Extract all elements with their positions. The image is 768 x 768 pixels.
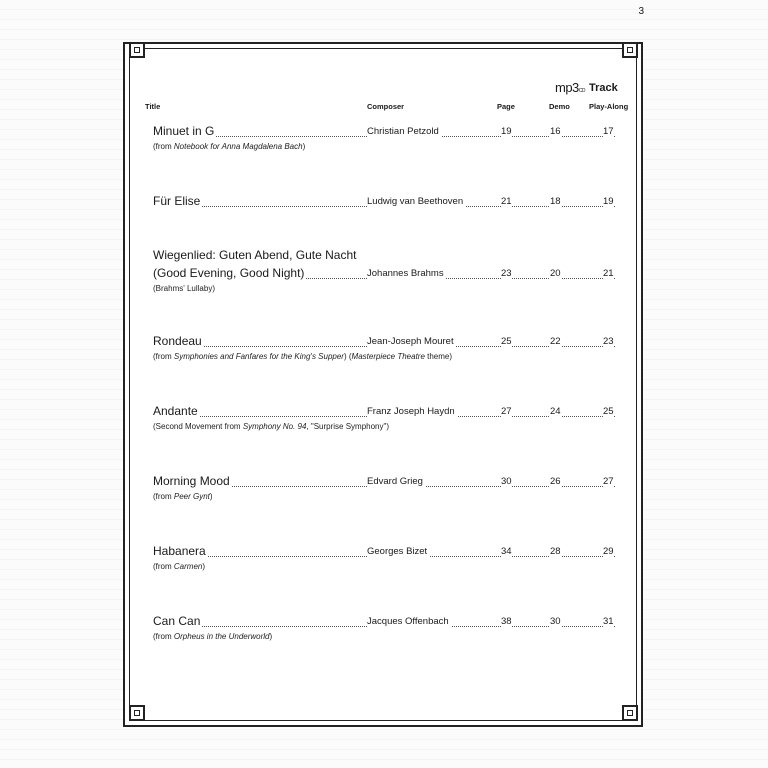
entry-page: 19 xyxy=(501,126,512,137)
entry-subtitle: (Brahms' Lullaby) xyxy=(153,284,215,293)
entry-page: 25 xyxy=(501,336,512,347)
entry-page: 30 xyxy=(501,476,512,487)
contents-entry xyxy=(153,192,615,212)
contents-entry xyxy=(153,612,615,641)
column-header-demo: Demo xyxy=(549,102,570,111)
contents-entry xyxy=(153,122,615,151)
entry-play-along-track: 21 xyxy=(603,268,614,279)
entry-subtitle: (Second Movement from Symphony No. 94, "Surprise Symphony") xyxy=(153,422,390,431)
entry-play-along-track: 27 xyxy=(603,476,614,487)
entry-composer: Johannes Brahms xyxy=(367,268,444,279)
entry-title: Andante xyxy=(153,404,198,418)
entry-play-along-track: 23 xyxy=(603,336,614,347)
entry-composer: Jacques Offenbach xyxy=(367,616,449,627)
column-header-title: Title xyxy=(145,102,161,111)
entry-title: Minuet in G xyxy=(153,124,215,138)
mp3-cd-logo: mp3CD xyxy=(555,80,586,95)
entry-play-along-track: 29 xyxy=(603,546,614,557)
track-header xyxy=(555,81,618,94)
entry-composer: Edvard Grieg xyxy=(367,476,423,487)
entry-title: Habanera xyxy=(153,544,206,558)
column-header-play-along: Play-Along xyxy=(589,102,629,111)
entry-subtitle: (from Orpheus in the Underworld) xyxy=(153,632,273,641)
entry-demo-track: 24 xyxy=(550,406,561,417)
track-label: Track xyxy=(589,82,618,94)
column-header-page: Page xyxy=(497,102,515,111)
entry-title: Für Elise xyxy=(153,194,201,208)
entry-demo-track: 18 xyxy=(550,196,561,207)
entry-composer: Christian Petzold xyxy=(367,126,439,137)
entry-page: 27 xyxy=(501,406,512,417)
entry-demo-track: 16 xyxy=(550,126,561,137)
corner-ornament xyxy=(622,705,638,721)
contents-entry xyxy=(153,332,615,361)
entry-title: Rondeau xyxy=(153,334,202,348)
entry-composer: Franz Joseph Haydn xyxy=(367,406,455,417)
entry-subtitle: (from Notebook for Anna Magdalena Bach) xyxy=(153,142,306,151)
entry-page: 34 xyxy=(501,546,512,557)
entry-subtitle: (from Carmen) xyxy=(153,562,206,571)
entry-title: (Good Evening, Good Night) xyxy=(153,266,305,280)
entry-page: 23 xyxy=(501,268,512,279)
contents-entry xyxy=(153,402,615,431)
entry-demo-track: 28 xyxy=(550,546,561,557)
entry-title: Can Can xyxy=(153,614,201,628)
entry-play-along-track: 17 xyxy=(603,126,614,137)
corner-ornament xyxy=(129,705,145,721)
entry-play-along-track: 19 xyxy=(603,196,614,207)
entry-play-along-track: 31 xyxy=(603,616,614,627)
entry-demo-track: 26 xyxy=(550,476,561,487)
corner-ornament xyxy=(622,42,638,58)
entry-subtitle: (from Symphonies and Fanfares for the King's Supper) (Masterpiece Theatre theme) xyxy=(153,352,453,361)
entry-page: 21 xyxy=(501,196,512,207)
page-number: 3 xyxy=(638,6,644,17)
entry-title: Morning Mood xyxy=(153,474,230,488)
contents-entry xyxy=(153,472,615,501)
entry-play-along-track: 25 xyxy=(603,406,614,417)
contents-entry xyxy=(153,248,615,293)
entry-demo-track: 22 xyxy=(550,336,561,347)
entry-subtitle: (from Peer Gynt) xyxy=(153,492,213,501)
entry-demo-track: 30 xyxy=(550,616,561,627)
corner-ornament xyxy=(129,42,145,58)
entry-composer: Jean-Joseph Mouret xyxy=(367,336,454,347)
entry-page: 38 xyxy=(501,616,512,627)
entry-title-line1: Wiegenlied: Guten Abend, Gute Nacht xyxy=(153,248,357,262)
contents-entry xyxy=(153,542,615,571)
entry-composer: Ludwig van Beethoven xyxy=(367,196,464,207)
entry-composer: Georges Bizet xyxy=(367,546,428,557)
column-header-composer: Composer xyxy=(367,102,405,111)
entry-demo-track: 20 xyxy=(550,268,561,279)
